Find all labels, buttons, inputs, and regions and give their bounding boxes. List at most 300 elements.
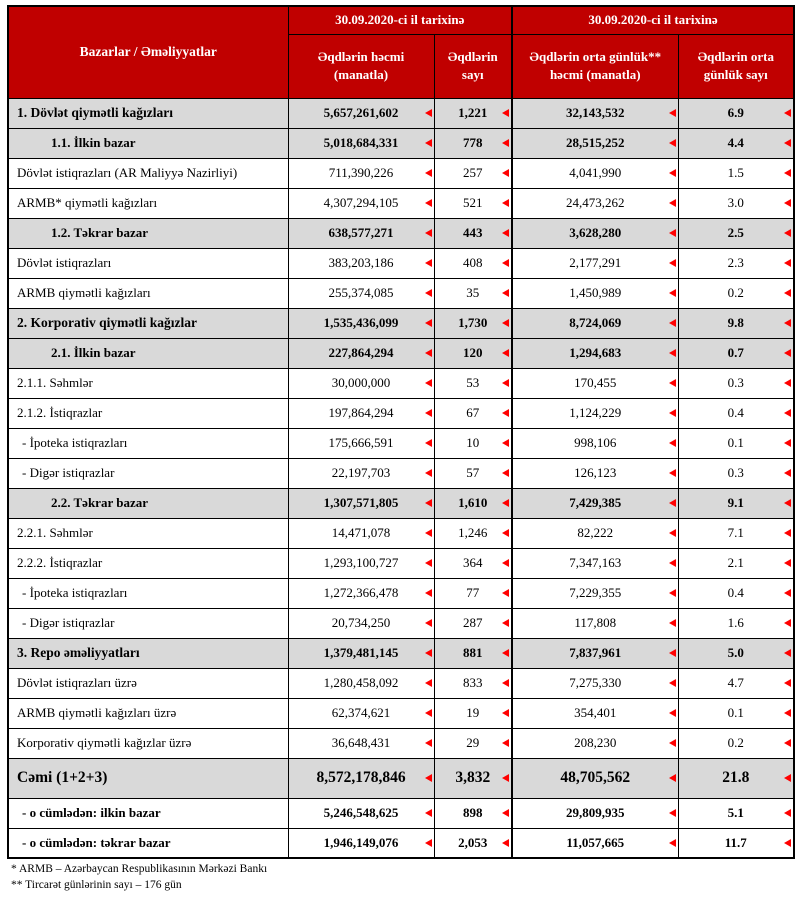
cell-value: 7,347,163 [569, 555, 622, 570]
cell-volume [288, 548, 434, 578]
cell-value: 8,724,069 [569, 315, 622, 330]
cell-daily-volume [512, 728, 678, 758]
cell-volume [288, 798, 434, 828]
cell-value: 1,294,683 [569, 345, 622, 360]
table-row [8, 758, 794, 798]
cell-daily-count [678, 338, 794, 368]
cell-value: 2.3 [727, 255, 744, 270]
cell-value: 1,610 [458, 495, 488, 510]
red-marker-icon [669, 469, 676, 477]
red-marker-icon [425, 499, 432, 507]
red-marker-icon [784, 109, 791, 117]
cell-volume [288, 638, 434, 668]
red-marker-icon [502, 109, 509, 117]
cell-daily-count [678, 128, 794, 158]
red-marker-icon [669, 319, 676, 327]
cell-daily-count [678, 218, 794, 248]
cell-daily-volume [512, 608, 678, 638]
cell-value: 3,628,280 [569, 225, 622, 240]
red-marker-icon [784, 259, 791, 267]
table-row [8, 398, 794, 428]
red-marker-icon [669, 409, 676, 417]
table-row [8, 698, 794, 728]
red-marker-icon [669, 839, 676, 847]
group-header-1: 30.09.2020-ci il tarixinə [288, 6, 512, 34]
table-row [8, 218, 794, 248]
row-label: - Digər istiqrazlar [8, 608, 288, 638]
table-body [8, 98, 794, 858]
red-marker-icon [502, 529, 509, 537]
red-marker-icon [425, 709, 432, 717]
cell-volume [288, 128, 434, 158]
red-marker-icon [669, 169, 676, 177]
cell-value: 1,450,989 [569, 285, 622, 300]
row-label: - Digər istiqrazlar [8, 458, 288, 488]
cell-daily-count [678, 548, 794, 578]
red-marker-icon [502, 469, 509, 477]
table-row [8, 488, 794, 518]
cell-volume [288, 728, 434, 758]
red-marker-icon [502, 259, 509, 267]
row-label: 1.2. Təkrar bazar [8, 218, 288, 248]
red-marker-icon [425, 409, 432, 417]
red-marker-icon [502, 649, 509, 657]
cell-daily-volume [512, 458, 678, 488]
table-row [8, 638, 794, 668]
cell-daily-count [678, 578, 794, 608]
cell-daily-volume [512, 278, 678, 308]
cell-daily-count [678, 828, 794, 858]
cell-count [434, 488, 512, 518]
cell-value: 1,221 [458, 105, 488, 120]
red-marker-icon [784, 529, 791, 537]
cell-daily-volume [512, 488, 678, 518]
cell-daily-volume [512, 308, 678, 338]
cell-value: 82,222 [577, 525, 614, 540]
red-marker-icon [502, 499, 509, 507]
table-row [8, 828, 794, 858]
cell-value: 1,293,100,727 [323, 555, 399, 570]
table-row [8, 98, 794, 128]
cell-value: 1.6 [727, 615, 744, 630]
red-marker-icon [669, 649, 676, 657]
cell-value: 53 [466, 375, 480, 390]
red-marker-icon [425, 169, 432, 177]
cell-value: 57 [466, 465, 480, 480]
cell-volume [288, 278, 434, 308]
red-marker-icon [502, 379, 509, 387]
red-marker-icon [425, 319, 432, 327]
red-marker-icon [502, 289, 509, 297]
header-row-groups [8, 6, 794, 34]
cell-daily-count [678, 428, 794, 458]
cell-volume [288, 158, 434, 188]
cell-count [434, 608, 512, 638]
row-label: Dövlət istiqrazları (AR Maliyyə Nazirliyi) [8, 158, 288, 188]
red-marker-icon [784, 649, 791, 657]
red-marker-icon [425, 439, 432, 447]
red-marker-icon [502, 319, 509, 327]
cell-count [434, 458, 512, 488]
red-marker-icon [784, 559, 791, 567]
red-marker-icon [425, 839, 432, 847]
cell-daily-volume [512, 188, 678, 218]
cell-daily-count [678, 668, 794, 698]
row-label: Dövlət istiqrazları üzrə [8, 668, 288, 698]
cell-value: 29 [466, 735, 480, 750]
red-marker-icon [669, 809, 676, 817]
red-marker-icon [502, 774, 509, 782]
red-marker-icon [784, 229, 791, 237]
cell-value: 0.2 [727, 285, 744, 300]
cell-value: 24,473,262 [566, 195, 625, 210]
red-marker-icon [669, 499, 676, 507]
cell-value: 22,197,703 [331, 465, 391, 480]
row-label: Dövlət istiqrazları [8, 248, 288, 278]
cell-daily-volume [512, 758, 678, 798]
cell-volume [288, 828, 434, 858]
cell-value: 5,246,548,625 [323, 805, 399, 820]
cell-daily-volume [512, 518, 678, 548]
table-row [8, 668, 794, 698]
cell-value: 6.9 [727, 105, 744, 120]
cell-daily-count [678, 638, 794, 668]
cell-value: 1,272,366,478 [323, 585, 399, 600]
row-label: ARMB qiymətli kağızları [8, 278, 288, 308]
cell-volume [288, 248, 434, 278]
cell-value: 1.5 [727, 165, 744, 180]
red-marker-icon [669, 589, 676, 597]
row-label: ARMB qiymətli kağızları üzrə [8, 698, 288, 728]
red-marker-icon [425, 289, 432, 297]
red-marker-icon [502, 229, 509, 237]
cell-daily-count [678, 698, 794, 728]
red-marker-icon [425, 229, 432, 237]
cell-value: 0.3 [727, 375, 744, 390]
cell-daily-volume [512, 368, 678, 398]
cell-value: 7.1 [727, 525, 744, 540]
red-marker-icon [425, 559, 432, 567]
row-label: 3. Repo əməliyyatları [8, 638, 288, 668]
row-label: 2. Korporativ qiymətli kağızlar [8, 308, 288, 338]
red-marker-icon [669, 529, 676, 537]
col-header-volume: Əqdlərin həcmi (manatla) [288, 34, 434, 98]
cell-value: 208,230 [574, 735, 617, 750]
table-row [8, 728, 794, 758]
cell-daily-volume [512, 218, 678, 248]
red-marker-icon [502, 839, 509, 847]
red-marker-icon [784, 589, 791, 597]
row-label: - o cümlədən: təkrar bazar [8, 828, 288, 858]
cell-count [434, 338, 512, 368]
red-marker-icon [425, 809, 432, 817]
cell-value: 0.1 [727, 705, 744, 720]
red-marker-icon [425, 469, 432, 477]
cell-daily-count [678, 488, 794, 518]
red-marker-icon [784, 839, 791, 847]
red-marker-icon [669, 229, 676, 237]
table-row [8, 428, 794, 458]
cell-value: 2.5 [727, 225, 744, 240]
red-marker-icon [784, 409, 791, 417]
cell-value: 175,666,591 [328, 435, 394, 450]
red-marker-icon [669, 679, 676, 687]
red-marker-icon [784, 139, 791, 147]
red-marker-icon [669, 289, 676, 297]
table-row [8, 518, 794, 548]
cell-value: 20,734,250 [331, 615, 391, 630]
cell-count [434, 578, 512, 608]
cell-value: 0.4 [727, 585, 744, 600]
cell-value: 638,577,271 [328, 225, 394, 240]
red-marker-icon [425, 349, 432, 357]
red-marker-icon [784, 469, 791, 477]
cell-value: 0.7 [727, 345, 744, 360]
cell-value: 1,246 [458, 525, 488, 540]
red-marker-icon [669, 199, 676, 207]
cell-daily-count [678, 518, 794, 548]
cell-volume [288, 368, 434, 398]
red-marker-icon [669, 739, 676, 747]
table-row [8, 158, 794, 188]
cell-volume [288, 338, 434, 368]
cell-value: 354,401 [574, 705, 617, 720]
cell-volume [288, 428, 434, 458]
cell-volume [288, 518, 434, 548]
red-marker-icon [425, 774, 432, 782]
corner-header: Bazarlar / Əməliyyatlar [8, 6, 288, 98]
cell-value: 383,203,186 [328, 255, 394, 270]
cell-value: 21.8 [722, 769, 750, 786]
red-marker-icon [669, 709, 676, 717]
cell-daily-count [678, 608, 794, 638]
row-label: Korporativ qiymətli kağızlar üzrə [8, 728, 288, 758]
col-header-daily-count: Əqdlərin orta günlük sayı [678, 34, 794, 98]
footnote-trading-days: ** Tircarət günlərinin sayı – 176 gün [11, 878, 182, 891]
cell-value: 1,535,436,099 [323, 315, 399, 330]
table-row [8, 338, 794, 368]
cell-value: 0.1 [727, 435, 744, 450]
row-label: 2.2. Təkrar bazar [8, 488, 288, 518]
cell-volume [288, 308, 434, 338]
red-marker-icon [784, 169, 791, 177]
cell-value: 3.0 [727, 195, 744, 210]
red-marker-icon [502, 439, 509, 447]
red-marker-icon [425, 379, 432, 387]
cell-value: 29,809,935 [566, 805, 625, 820]
cell-value: 5,018,684,331 [323, 135, 399, 150]
red-marker-icon [669, 379, 676, 387]
row-label: 2.1. İlkin bazar [8, 338, 288, 368]
red-marker-icon [502, 559, 509, 567]
cell-volume [288, 758, 434, 798]
cell-value: 833 [463, 675, 483, 690]
red-marker-icon [669, 139, 676, 147]
red-marker-icon [669, 774, 676, 782]
cell-value: 0.4 [727, 405, 744, 420]
cell-daily-volume [512, 668, 678, 698]
cell-daily-count [678, 158, 794, 188]
cell-value: 32,143,532 [566, 105, 625, 120]
cell-daily-volume [512, 828, 678, 858]
red-marker-icon [425, 529, 432, 537]
cell-value: 8,572,178,846 [316, 769, 406, 786]
cell-daily-volume [512, 338, 678, 368]
cell-volume [288, 188, 434, 218]
cell-value: 7,837,961 [569, 645, 622, 660]
cell-volume [288, 218, 434, 248]
row-label: ARMB* qiymətli kağızları [8, 188, 288, 218]
red-marker-icon [784, 809, 791, 817]
red-marker-icon [425, 259, 432, 267]
cell-value: 255,374,085 [328, 285, 394, 300]
cell-value: 9.1 [727, 495, 744, 510]
cell-value: 711,390,226 [328, 165, 394, 180]
row-label: 1.1. İlkin bazar [8, 128, 288, 158]
cell-value: 5.1 [727, 805, 744, 820]
cell-value: 5,657,261,602 [323, 105, 399, 120]
cell-count [434, 248, 512, 278]
red-marker-icon [502, 709, 509, 717]
table-row [8, 368, 794, 398]
cell-count [434, 218, 512, 248]
cell-daily-count [678, 758, 794, 798]
row-label: - o cümlədən: ilkin bazar [8, 798, 288, 828]
cell-value: 14,471,078 [331, 525, 391, 540]
cell-count [434, 758, 512, 798]
cell-value: 1,124,229 [569, 405, 622, 420]
col-header-count: Əqdlərin sayı [434, 34, 512, 98]
cell-value: 48,705,562 [560, 769, 631, 786]
cell-value: 120 [463, 345, 483, 360]
cell-value: 521 [463, 195, 483, 210]
row-label: 2.2.2. İstiqrazlar [8, 548, 288, 578]
red-marker-icon [502, 619, 509, 627]
group-header-2: 30.09.2020-ci il tarixinə [512, 6, 794, 34]
red-marker-icon [502, 169, 509, 177]
cell-value: 117,808 [574, 615, 617, 630]
cell-volume [288, 488, 434, 518]
red-marker-icon [784, 289, 791, 297]
cell-value: 1,307,571,805 [323, 495, 399, 510]
cell-value: 62,374,621 [331, 705, 391, 720]
cell-count [434, 798, 512, 828]
securities-operations-table [7, 5, 795, 859]
cell-value: 67 [466, 405, 480, 420]
red-marker-icon [784, 319, 791, 327]
row-label: Cəmi (1+2+3) [8, 758, 288, 798]
red-marker-icon [784, 709, 791, 717]
red-marker-icon [669, 619, 676, 627]
cell-value: 0.2 [727, 735, 744, 750]
table-row [8, 798, 794, 828]
red-marker-icon [502, 349, 509, 357]
red-marker-icon [502, 809, 509, 817]
red-marker-icon [502, 409, 509, 417]
red-marker-icon [784, 349, 791, 357]
cell-count [434, 158, 512, 188]
cell-daily-count [678, 248, 794, 278]
cell-count [434, 188, 512, 218]
table-row [8, 188, 794, 218]
cell-count [434, 128, 512, 158]
cell-value: 9.8 [727, 315, 744, 330]
cell-count [434, 278, 512, 308]
red-marker-icon [784, 379, 791, 387]
cell-value: 7,429,385 [569, 495, 622, 510]
cell-daily-count [678, 98, 794, 128]
cell-count [434, 698, 512, 728]
cell-value: 10 [466, 435, 480, 450]
cell-value: 1,280,458,092 [323, 675, 399, 690]
cell-value: 408 [463, 255, 483, 270]
cell-value: 881 [463, 645, 483, 660]
cell-value: 1,946,149,076 [323, 834, 399, 850]
cell-value: 998,106 [574, 435, 617, 450]
cell-volume [288, 698, 434, 728]
red-marker-icon [784, 199, 791, 207]
table-row [8, 578, 794, 608]
cell-value: 4.7 [727, 675, 744, 690]
cell-count [434, 828, 512, 858]
cell-daily-volume [512, 248, 678, 278]
cell-count [434, 548, 512, 578]
red-marker-icon [669, 559, 676, 567]
cell-daily-volume [512, 398, 678, 428]
cell-value: 2,053 [458, 834, 488, 850]
table-row [8, 248, 794, 278]
red-marker-icon [425, 109, 432, 117]
cell-volume [288, 458, 434, 488]
cell-value: 35 [466, 285, 480, 300]
red-marker-icon [784, 439, 791, 447]
cell-value: 4.4 [727, 135, 744, 150]
cell-daily-count [678, 368, 794, 398]
red-marker-icon [502, 199, 509, 207]
cell-value: 2.1 [727, 555, 744, 570]
row-label: 2.1.1. Səhmlər [8, 368, 288, 398]
red-marker-icon [425, 649, 432, 657]
cell-count [434, 368, 512, 398]
table-row [8, 278, 794, 308]
table-row [8, 128, 794, 158]
red-marker-icon [669, 259, 676, 267]
red-marker-icon [784, 679, 791, 687]
cell-daily-count [678, 798, 794, 828]
cell-daily-volume [512, 548, 678, 578]
red-marker-icon [784, 739, 791, 747]
row-label: 1. Dövlət qiymətli kağızları [8, 98, 288, 128]
col-header-daily-volume: Əqdlərin orta günlük** həcmi (manatla) [512, 34, 678, 98]
cell-value: 227,864,294 [328, 345, 394, 360]
cell-value: 778 [463, 135, 483, 150]
red-marker-icon [425, 139, 432, 147]
cell-daily-volume [512, 98, 678, 128]
cell-value: 4,041,990 [569, 165, 622, 180]
cell-value: 287 [463, 615, 483, 630]
cell-value: 0.3 [727, 465, 744, 480]
cell-value: 36,648,431 [331, 735, 391, 750]
red-marker-icon [425, 199, 432, 207]
row-label: 2.2.1. Səhmlər [8, 518, 288, 548]
cell-daily-volume [512, 128, 678, 158]
cell-count [434, 638, 512, 668]
cell-volume [288, 98, 434, 128]
cell-value: 2,177,291 [569, 255, 622, 270]
cell-volume [288, 578, 434, 608]
cell-count [434, 98, 512, 128]
cell-daily-count [678, 398, 794, 428]
